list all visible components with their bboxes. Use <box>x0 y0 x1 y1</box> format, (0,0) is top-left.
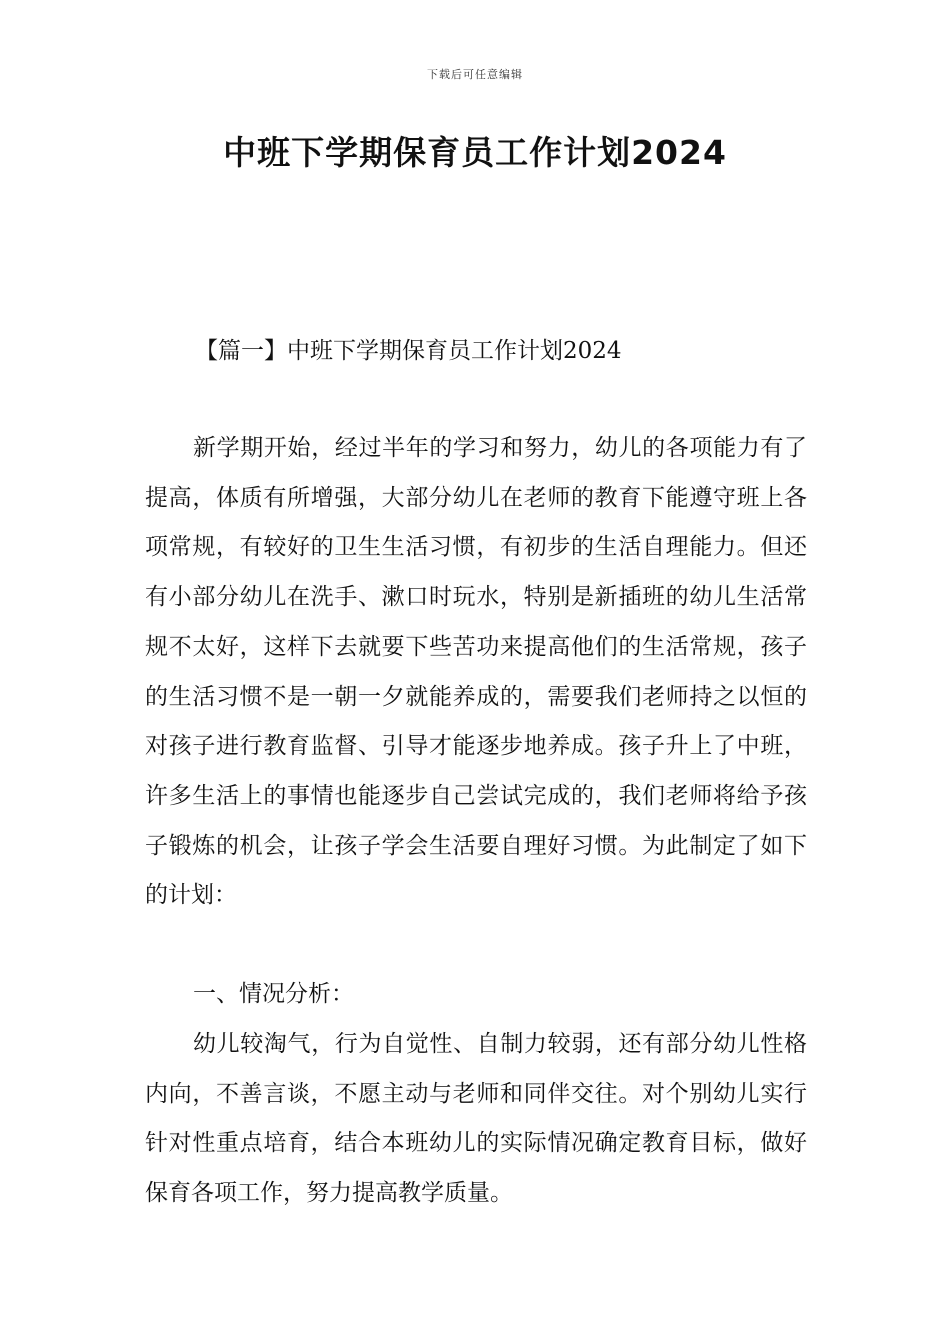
paragraph-text: 幼儿较淘气，行为自觉性、自制力较弱，还有部分幼儿性格内向，不善言谈，不愿主动与老师和同伴交往。对个别幼儿实行针对性重点培育，结合本班幼儿的实际情况确定教育目标，做好保育各项工作，努力提高教学质量。 <box>145 1031 807 1207</box>
section-heading: 【篇一】中班下学期保育员工作计划2024 <box>195 338 622 364</box>
paragraph-text: 新学期开始，经过半年的学习和努力，幼儿的各项能力有了提高，体质有所增强，大部分幼儿在老师的教育下能遵守班上各项常规，有较好的卫生生活习惯，有初步的生活自理能力。但还有小部分幼儿在洗手、漱口时玩水，特别是新插班的幼儿生活常规不太好，这样下去就要下些苦功来提高他们的生活常规，孩子的生活习惯不是一朝一夕就能养成的，需要我们老师持之以恒的对孩子进行教育监督、引导才能逐步地养成。孩子升上了中班，许多生活上的事情也能逐步自己尝试完成的，我们老师将给予孩子锻炼的机会，让孩子学会生活要自理好习惯。为此制定了如下的计划： <box>145 435 807 909</box>
download-edit-note: 下载后可任意编辑 <box>427 68 523 81</box>
body-paragraph-analysis <box>145 1020 807 1219</box>
document-title: 中班下学期保育员工作计划2024 <box>223 133 727 172</box>
paragraph-text: 一、情况分析： <box>193 981 354 1007</box>
body-paragraph-subheading <box>145 970 807 1020</box>
body-paragraph-intro <box>145 424 807 921</box>
